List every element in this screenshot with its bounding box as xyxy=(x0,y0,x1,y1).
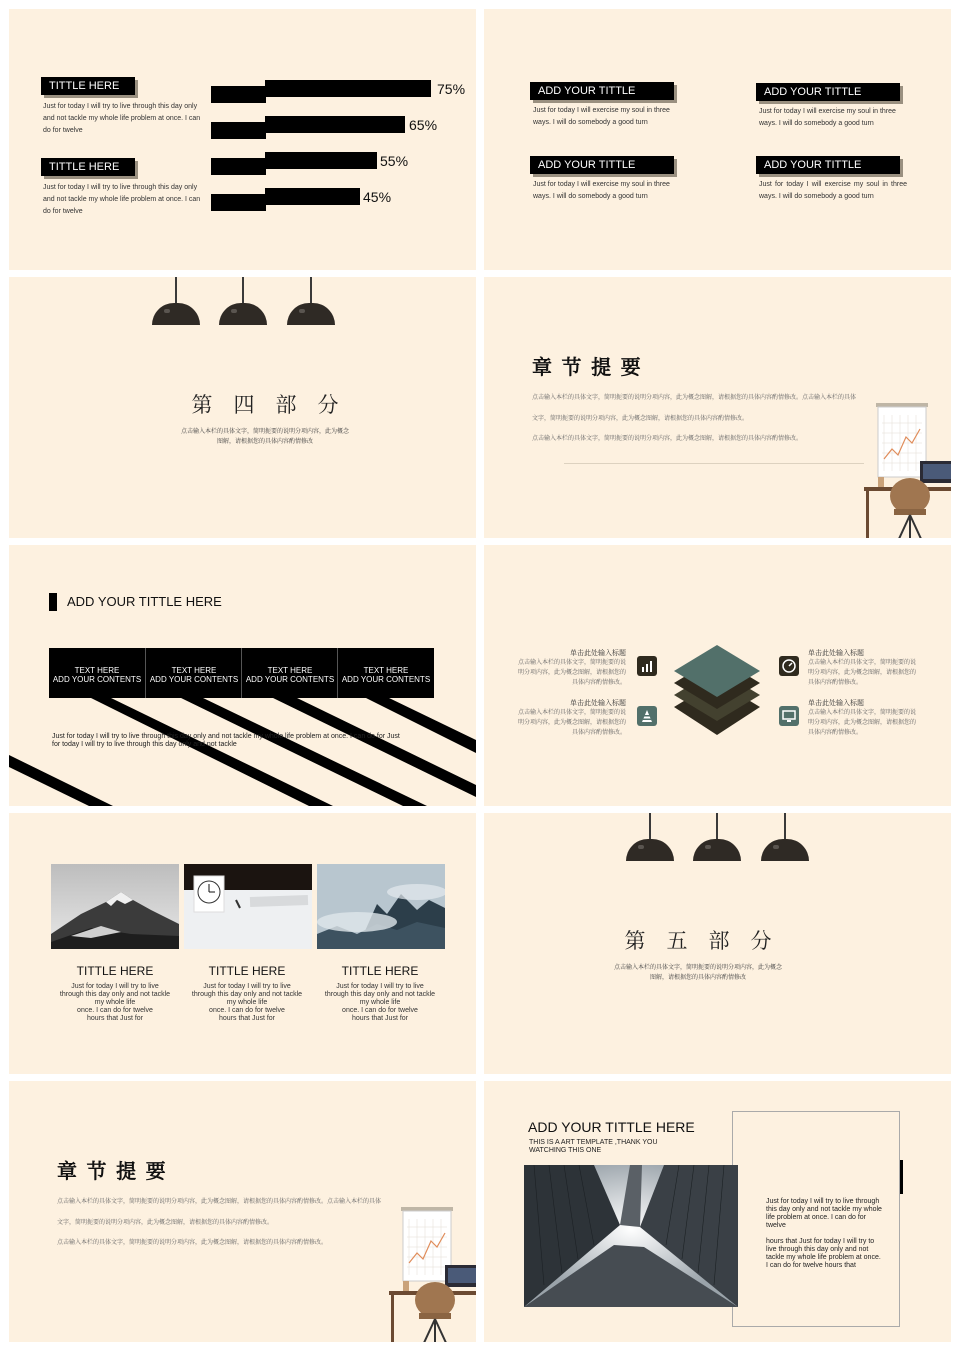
layers-icon xyxy=(672,645,762,740)
item-title: 单击此处输入标题 xyxy=(570,650,626,657)
slide-section-four xyxy=(9,277,476,538)
summary-line: 点击输入本栏的具体文字，简明扼要的说明分项内容，此为概念图解，请根据您的具体内容酌情修改。 xyxy=(532,436,803,442)
slide-layers xyxy=(484,545,951,806)
gauge-icon xyxy=(779,656,799,676)
section-subtitle: 点击输入本栏的具体文字，简明扼要的说明分项内容，此为概念 xyxy=(613,964,782,971)
column-title: TITTLE HERE xyxy=(208,964,286,978)
title-tag: TITTLE HERE xyxy=(41,158,135,176)
summary-line: 文字，简明扼要的说明分项内容，此为概念图解，请根据您的具体内容酌情修改。 xyxy=(57,1220,274,1226)
slide-progress-bars: TITTLE HERE Just for today I will try to live through this day only and not tackle my whole life problem at once. I can do for twelve TITTLE HERE Just for today I will try to live through this day only and not tackle my whole life problem at once. I can do for twelve 75% 65% 55% 45% xyxy=(9,9,476,270)
summary-line: 点击输入本栏的具体文字，简明扼要的说明分项内容，此为概念图解，请根据您的具体内容酌情修改。 xyxy=(57,1240,328,1246)
lamp-icon xyxy=(152,277,200,327)
item-text: 点击输入本栏的具体文字，简明扼要的说明分项内容，此为概念图解，请根据您的具体内容酌情修改。 xyxy=(808,710,917,736)
item-title: 单击此处输入标题 xyxy=(570,700,626,707)
body-text: Just for today I will exercise my soul in three ways. I will do somebody a good turn xyxy=(533,107,670,126)
body-text: Just for today I will exercise my soul in three ways. I will do somebody a good turn xyxy=(533,181,670,200)
lamp-icon xyxy=(693,813,741,863)
bar-chart-icon xyxy=(637,656,657,676)
mountain-photo xyxy=(51,864,179,949)
page-title: 章 节 提 要 xyxy=(532,357,643,379)
item-text: 点击输入本栏的具体文字，简明扼要的说明分项内容，此为概念图解，请根据您的具体内容酌情修改。 xyxy=(808,660,917,686)
section-subtitle: 图解，请根据您的具体内容酌情修改 xyxy=(649,974,746,981)
desk-illustration xyxy=(389,1205,476,1342)
slide-four-titles xyxy=(484,9,951,270)
body-text: Just for today I will try to live through this day only and not tackle my whole life problem at once. I can do for Just xyxy=(52,733,400,740)
photo-column xyxy=(46,964,184,1023)
text-block: TEXT HERE ADD YOUR CONTENTS xyxy=(337,648,434,698)
lamp-icon xyxy=(287,277,335,327)
lamp-icon xyxy=(626,813,674,863)
item-text: 点击输入本栏的具体文字，简明扼要的说明分项内容，此为概念图解，请根据您的具体内容酌情修改。 xyxy=(517,660,626,686)
section-heading: 第 五 部 分 xyxy=(624,929,772,953)
item-title: 单击此处输入标题 xyxy=(808,700,864,707)
text-block: TEXT HERE ADD YOUR CONTENTS xyxy=(145,648,242,698)
slide-diagonal-blocks xyxy=(9,545,476,806)
desk-illustration xyxy=(864,401,951,538)
body-text: Just for today I will try to live through this day only and not tackle my whole life problem at once. I can do for twelve xyxy=(766,1198,882,1229)
section-heading: 第 四 部 分 xyxy=(191,393,339,417)
slide-city-photo xyxy=(484,1081,951,1342)
cone-icon xyxy=(637,706,657,726)
photo-column xyxy=(311,964,449,1023)
section-subtitle: 点击输入本栏的具体文字，简明扼要的说明分项内容，此为概念 xyxy=(180,428,349,435)
text-block: TEXT HERE ADD YOUR CONTENTS xyxy=(241,648,338,698)
title-tag: ADD YOUR TITTLE xyxy=(530,156,674,174)
body-text: Just for today I will try to live through this day only and not tackle my whole life problem at once. I can do for twelve xyxy=(43,184,201,215)
column-title: TITTLE HERE xyxy=(76,964,154,978)
page-title: ADD YOUR TITTLE HERE xyxy=(528,1119,695,1135)
item-title: 单击此处输入标题 xyxy=(808,650,864,657)
body-text: for today I will try to live through this day only and not tackle xyxy=(52,741,237,748)
body-text: Just for today I will exercise my soul in three ways. I will do somebody a good turn xyxy=(759,181,907,200)
slide-section-five xyxy=(484,813,951,1074)
clock-desk-photo xyxy=(184,864,312,949)
divider xyxy=(564,463,864,464)
column-text: Just for today I will try to live through this day only and not tackle my whole life once. I can do for twelve hours that Just for xyxy=(191,983,303,1022)
slide-three-photos xyxy=(9,813,476,1074)
body-text: Just for today I will exercise my soul in three ways. I will do somebody a good turn xyxy=(759,108,896,127)
slide-chapter-summary xyxy=(484,277,951,538)
title-tag: TITTLE HERE xyxy=(41,77,135,95)
column-title: TITTLE HERE xyxy=(341,964,419,978)
summary-line: 点击输入本栏的具体文字，简明扼要的说明分项内容，此为概念图解，请根据您的具体内容酌情修改。点击输入本栏的具体 xyxy=(532,395,857,401)
slide-chapter-summary xyxy=(9,1081,476,1342)
lamp-icon xyxy=(219,277,267,327)
item-text: 点击输入本栏的具体文字，简明扼要的说明分项内容，此为概念图解，请根据您的具体内容酌情修改。 xyxy=(517,710,626,736)
foggy-forest-photo xyxy=(317,864,445,949)
page-title: 章 节 提 要 xyxy=(57,1161,168,1183)
frame-accent xyxy=(900,1160,903,1194)
subtitle: THIS IS A ART TEMPLATE ,THANK YOU xyxy=(529,1139,658,1146)
column-text: Just for today I will try to live through this day only and not tackle my whole life once. I can do for twelve hours that Just for xyxy=(324,983,436,1022)
summary-line: 文字，简明扼要的说明分项内容，此为概念图解，请根据您的具体内容酌情修改。 xyxy=(532,416,749,422)
body-text: hours that Just for today I will try to live through this day only and not tackle my whole life problem at once. I can do for twelve hours that xyxy=(766,1238,881,1269)
subtitle: WATCHING THIS ONE xyxy=(529,1147,602,1154)
title-tag: ADD YOUR TITTLE xyxy=(756,156,900,174)
column-text: Just for today I will try to live through this day only and not tackle my whole life once. I can do for twelve hours that Just for xyxy=(59,983,171,1022)
skyscraper-photo xyxy=(524,1165,738,1307)
page-title: ADD YOUR TITTLE HERE xyxy=(67,594,222,609)
text-block: TEXT HERE ADD YOUR CONTENTS xyxy=(49,648,145,698)
title-tag: ADD YOUR TITTLE xyxy=(756,83,900,101)
lamp-icon xyxy=(761,813,809,863)
photo-column xyxy=(178,964,316,1023)
title-tag: ADD YOUR TITTLE xyxy=(530,82,674,100)
summary-line: 点击输入本栏的具体文字，简明扼要的说明分项内容，此为概念图解，请根据您的具体内容酌情修改。点击输入本栏的具体 xyxy=(57,1199,382,1205)
body-text: Just for today I will try to live through this day only and not tackle my whole life problem at once. I can do for twelve xyxy=(43,103,201,134)
section-subtitle: 图解，请根据您的具体内容酌情修改 xyxy=(216,438,313,445)
monitor-icon xyxy=(779,706,799,726)
